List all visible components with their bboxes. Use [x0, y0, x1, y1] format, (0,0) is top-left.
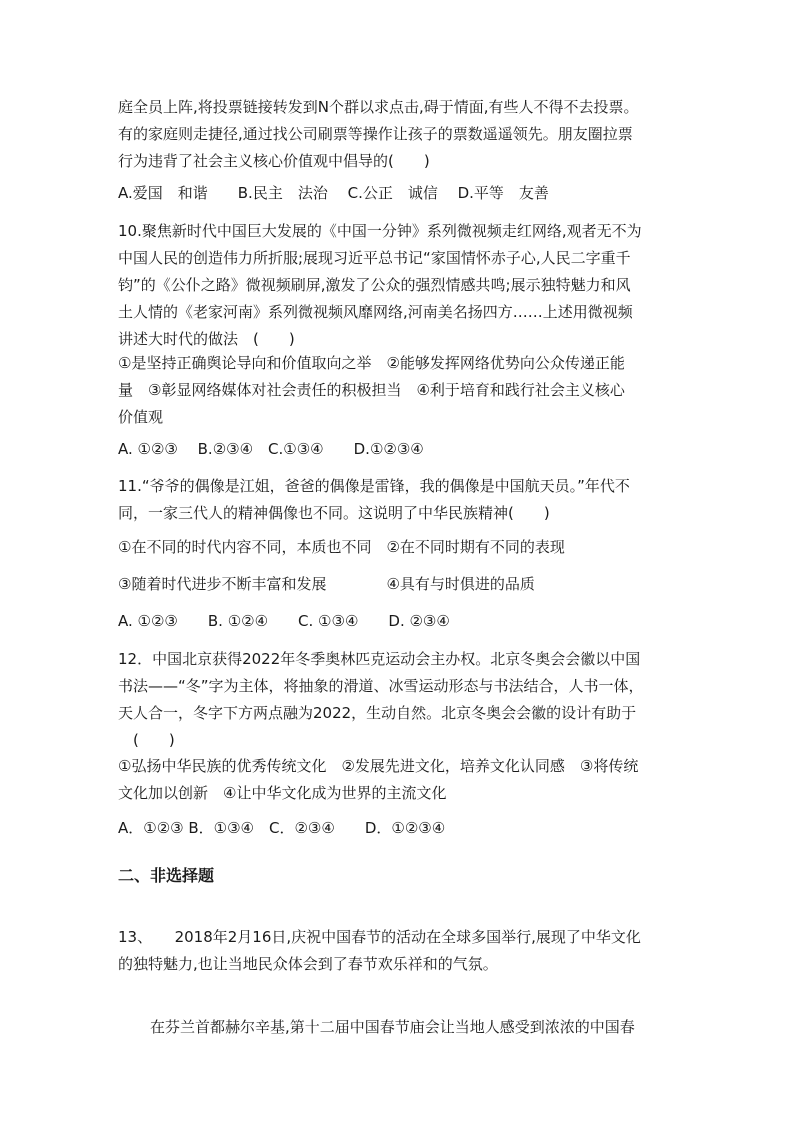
q9-line-2: 有的家庭则走捷径,通过找公司刷票等操作让孩子的票数遥遥领先。朋友圈拉票 [118, 125, 633, 143]
q9-line-3: 行为违背了社会主义核心价值观中倡导的( ) [118, 152, 430, 170]
q12-statement-line-2: 文化加以创新 ④让中华文化成为世界的主流文化 [118, 784, 447, 802]
q11-statement-2: ③随着时代进步不断丰富和发展 ④具有与时俱进的品质 [118, 575, 535, 593]
question-10 [118, 218, 686, 353]
q10-statement-line-3: 价值观 [118, 408, 164, 426]
q10-line-2: 中国人民的创造伟力所折服;展现习近平总书记“家国情怀赤子心,人民二字重千 [118, 249, 631, 267]
q9-options: A.爱国 和谐 B.民主 法治 C.公正 诚信 D.平等 友善 [118, 184, 549, 202]
q10-line-5: 讲述大时代的做法 ( ) [118, 330, 295, 348]
q10-statement-line-1: ①是坚持正确舆论导向和价值取向之举 ②能够发挥网络优势向公众传递正能 [118, 354, 625, 372]
question-11 [118, 473, 686, 527]
question-12-options [118, 815, 686, 842]
q13-line-1: 13、 2018年2月16日,庆祝中国春节的活动在全球多国举行,展现了中华文化 [118, 928, 641, 946]
question-12 [118, 646, 686, 754]
q10-line-4: 土人情的《老家河南》系列微视频风靡网络,河南美名扬四方……上述用微视频 [118, 303, 633, 321]
q13-line-2: 的独特魅力,也让当地民众体会到了春节欢乐祥和的气氛。 [118, 955, 498, 973]
q12-line-4: ( ) [118, 731, 175, 749]
q11-statement-1: ①在不同的时代内容不同，本质也不同 ②在不同时期有不同的表现 [118, 538, 565, 556]
q9-line-1: 庭全员上阵,将投票链接转发到N个群以求点击,碍于情面,有些人不得不去投票。 [118, 98, 639, 116]
q11-line-2: 同，一家三代人的精神偶像也不同。这说明了中华民族精神( ) [118, 504, 550, 522]
question-13-paragraph-2 [118, 1014, 718, 1041]
question-11-statement-1 [118, 534, 686, 561]
q10-line-1: 10.聚焦新时代中国巨大发展的《中国一分钟》系列微视频走红网络,观者无不为 [118, 222, 642, 240]
q12-line-3: 天人合一，冬字下方两点融为2022，生动自然。北京冬奥会会徽的设计有助于 [118, 704, 637, 722]
question-11-options [118, 608, 686, 635]
q10-line-3: 钧”的《公仆之路》微视频刷屏,激发了公众的强烈情感共鸣;展示独特魅力和风 [118, 276, 631, 294]
section-2-title: 二、非选择题 [118, 866, 215, 885]
question-9-continuation [118, 94, 686, 175]
q12-line-1: 12．中国北京获得2022年冬季奥林匹克运动会主办权。北京冬奥会会徽以中国 [118, 650, 641, 668]
question-13 [118, 924, 686, 978]
q11-options: A. ①②③ B. ①②④ C. ①③④ D. ②③④ [118, 612, 450, 630]
q12-options: A．①②③ B．①③④ C．②③④ D．①②③④ [118, 819, 446, 837]
q12-statement-line-1: ①弘扬中华民族的优秀传统文化 ②发展先进文化，培养文化认同感 ③将传统 [118, 757, 639, 775]
q12-line-2: 书法——“冬”字为主体，将抽象的滑道、冰雪运动形态与书法结合，人书一体， [118, 677, 644, 695]
question-10-statements [118, 350, 686, 431]
q13-para2: 在芬兰首都赫尔辛基,第十二届中国春节庙会让当地人感受到浓浓的中国春 [150, 1018, 635, 1036]
question-12-statements [118, 753, 686, 807]
q11-line-1: 11.“爷爷的偶像是江姐，爸爸的偶像是雷锋，我的偶像是中国航天员。”年代不 [118, 477, 630, 495]
q10-options: A. ①②③ B.②③④ C.①③④ D.①②③④ [118, 440, 424, 458]
question-9-options [118, 180, 686, 207]
q10-statement-line-2: 量 ③彰显网络媒体对社会责任的积极担当 ④利于培育和践行社会主义核心 [118, 381, 625, 399]
question-10-options [118, 436, 686, 463]
question-11-statement-2 [118, 571, 686, 598]
section-2-heading [118, 862, 686, 889]
